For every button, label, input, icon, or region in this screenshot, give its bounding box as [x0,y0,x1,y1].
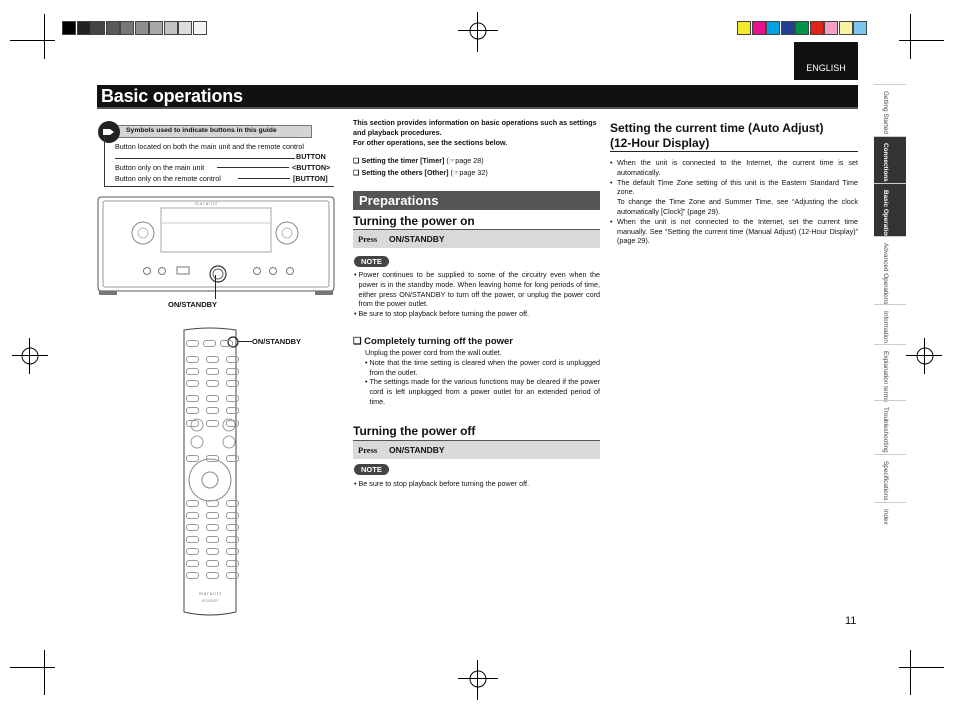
gray-swatch [135,21,149,35]
registration-circle-bottom [468,669,488,689]
power-off-heading: Turning the power off [353,424,476,438]
remote-button [206,500,219,507]
side-tab-index[interactable]: Index [874,502,906,540]
remote-button [206,455,219,462]
legend-row-main-mark: <BUTTON> [292,163,331,172]
remote-button [206,380,219,387]
power-on-note-badge: NOTE [354,256,389,267]
language-label: ENGLISH [806,63,846,73]
current-time-body [610,158,858,246]
color-swatch [795,21,809,35]
remote-model-label: RC003CR [202,599,218,603]
legend-row-both-mark: BUTTON [296,152,326,161]
side-tab-troubleshooting[interactable]: Troubleshooting [874,400,906,454]
remote-button [206,536,219,543]
remote-button [186,420,199,427]
remote-button [206,524,219,531]
gray-swatch [164,21,178,35]
remote-button [226,572,239,579]
remote-button [206,356,219,363]
side-tab-connections[interactable]: Connections [874,136,906,183]
gray-swatch [62,21,76,35]
current-time-paragraph: To change the Time Zone and Summer Time, see “Adjusting the clock automatically [Clock]” (page 29). [617,197,858,216]
remote-button [226,524,239,531]
remote-button [226,548,239,555]
gray-swatch [77,21,91,35]
side-tab-specifications[interactable]: Specifications [874,454,906,502]
remote-button [206,395,219,402]
remote-button [226,420,239,427]
remote-button [186,500,199,507]
unit-on-standby-callout: ON/STANDBY [168,300,218,309]
power-on-press-box: Press ON/STANDBY [353,229,600,248]
remote-button [186,455,199,462]
remote-button [226,368,239,375]
remote-button [220,340,233,347]
remote-button [226,455,239,462]
color-swatch [752,21,766,35]
current-time-heading: Setting the current time (Auto Adjust) (12-Hour Display) [610,121,824,150]
remote-button [226,356,239,363]
gray-swatch [106,21,120,35]
reference-icon [97,120,121,144]
gray-swatch [193,21,207,35]
remote-button [186,380,199,387]
remote-button [186,548,199,555]
remote-button [206,560,219,567]
color-swatch [766,21,780,35]
power-off-notes: • Be sure to stop playback before turning the power off. [354,479,529,488]
remote-on-standby-callout: ON/STANDBY [252,337,302,346]
legend-row-main-desc: Button only on the main unit [115,163,205,172]
completely-off-text: Unplug the power cord from the wall outlet. • Note that the time setting is cleared when the power cord is unplugged from the outlet. • The settings made for the various functions may be cleared if the power cord is left unplugged from a power outlet for an extended period of time. [365,348,600,406]
remote-button [226,395,239,402]
registration-circle-right [915,346,935,366]
gray-swatch [149,21,163,35]
color-swatch [853,21,867,35]
gray-swatch [91,21,105,35]
side-tab-basic-operations[interactable]: Basic Operations [874,183,906,236]
completely-off-heading: ❑ Completely turning off the power [353,336,513,347]
remote-button [206,572,219,579]
language-tab [794,42,858,80]
gray-swatch [178,21,192,35]
remote-button [186,536,199,543]
side-tab-getting-started[interactable]: Getting Started [874,84,906,136]
legend-row-remote-mark: [BUTTON] [293,174,328,183]
unit-brand-logo: marantz [195,201,219,206]
remote-button [226,500,239,507]
color-swatch [810,21,824,35]
power-off-press-box: Press ON/STANDBY [353,440,600,459]
gray-swatch [120,21,134,35]
registration-circle-left [20,346,40,366]
remote-button [186,524,199,531]
power-off-note-badge: NOTE [354,464,389,475]
current-time-paragraph: • The default Time Zone setting of this unit is the Eastern Standard Time zone. [610,177,858,197]
remote-button [186,356,199,363]
color-swatch [781,21,795,35]
remote-button [186,572,199,579]
intro-link-timer[interactable]: ❑ Setting the timer [Timer] (☞page 28) [353,156,484,165]
on-standby-button-label: ON/STANDBY [389,445,445,455]
side-tab-information[interactable]: Information [874,304,906,344]
color-swatch [839,21,853,35]
remote-button [226,536,239,543]
current-time-paragraph: • When the unit is not connected to the Internet, set the current time manually. See “Setting the current time (Manual Adjust) (12-Hour Display)” (page 29). [610,216,858,246]
color-swatch [737,21,751,35]
remote-button [226,560,239,567]
power-on-notes: • Power continues to be supplied to some of the circuitry even when the power is in the standby mode. When leaving home for long periods of time, either press ON/STANDBY to turn off the power, or unplug the power cord from the power outlet. • Be sure to stop playback before turning the power off. [354,270,600,319]
remote-button [186,395,199,402]
remote-button [206,548,219,555]
legend-row-remote-desc: Button only on the remote control [115,174,221,183]
remote-button [206,420,219,427]
on-standby-button-label: ON/STANDBY [389,234,445,244]
remote-brand-logo: marantz [199,591,223,596]
remote-button [186,368,199,375]
remote-button [226,512,239,519]
legend-row-both-desc: Button located on both the main unit and the remote control [115,142,304,151]
remote-button [226,380,239,387]
remote-button [206,407,219,414]
side-tab-advanced-operations[interactable]: Advanced Operations [874,236,906,304]
remote-button [186,560,199,567]
side-tab-explanation-terms[interactable]: Explanation terms [874,344,906,400]
current-time-paragraph: • When the unit is connected to the Internet, the current time is set automatically. [610,158,858,177]
remote-button [203,340,216,347]
intro-text: This section provides information on basic operations such as settings and playback procedures. For other operations, see the sections below. [353,118,597,147]
symbols-legend-title: Symbols used to indicate buttons in this guide [126,127,277,134]
color-swatch [824,21,838,35]
preparations-title: Preparations [359,193,439,208]
remote-button [206,512,219,519]
remote-button [186,340,199,347]
remote-button [186,407,199,414]
power-on-heading: Turning the power on [353,214,475,228]
registration-circle-top [468,21,488,41]
intro-link-others[interactable]: ❑ Setting the others [Other] (☞page 32) [353,168,488,177]
reference-icon: ☞ [452,168,460,177]
remote-button [226,407,239,414]
page-number: 11 [845,615,857,627]
reference-icon: ☞ [448,156,456,165]
remote-button [186,512,199,519]
page-title: Basic operations [101,86,243,106]
remote-button [206,368,219,375]
